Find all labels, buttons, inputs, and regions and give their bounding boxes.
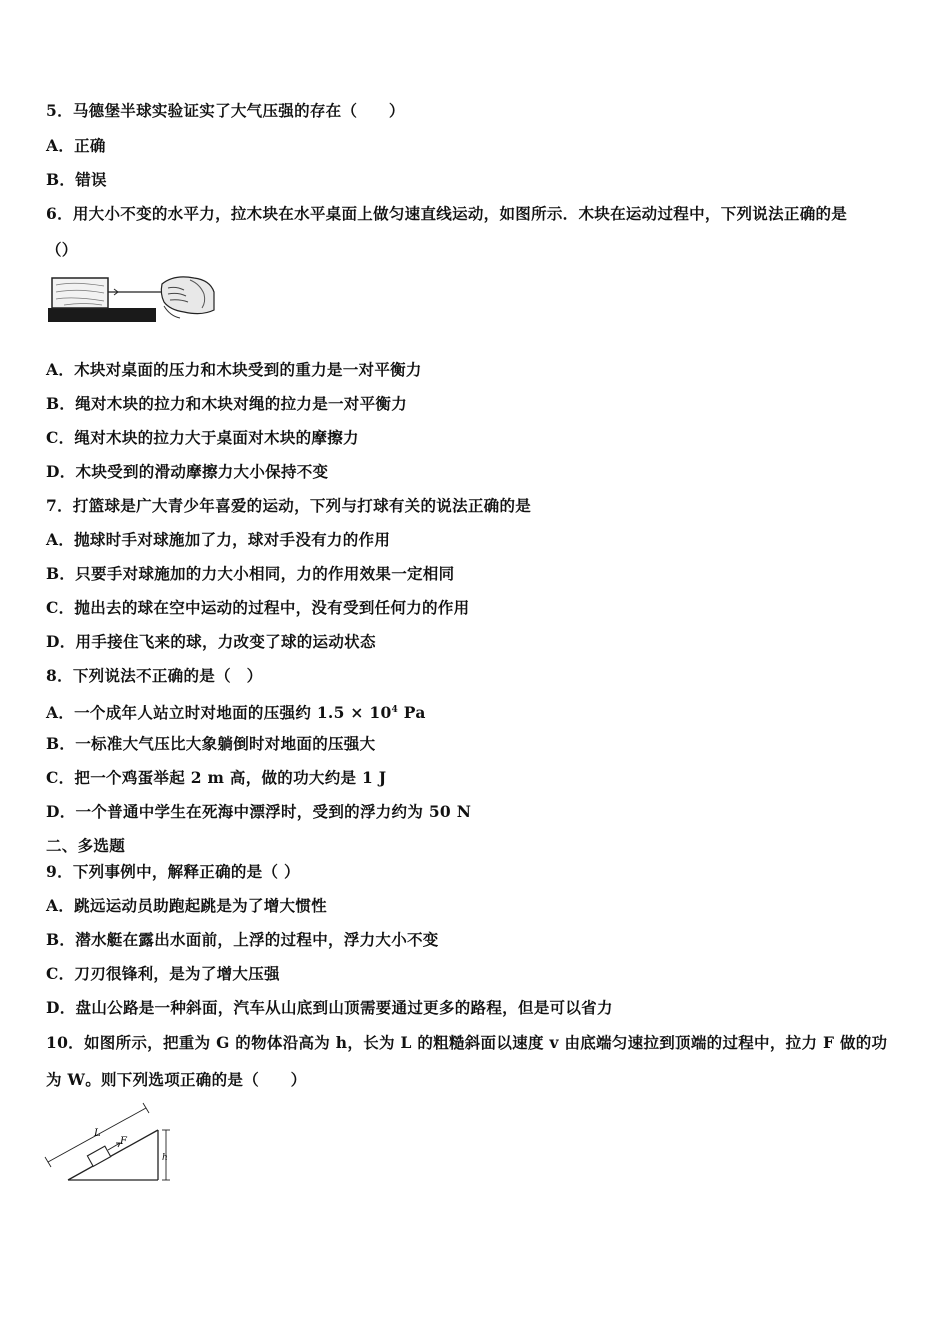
- q8-option-a: [46, 700, 426, 723]
- q9-option-b: B．潜水艇在露出水面前，上浮的过程中，浮力大小不变: [46, 930, 439, 949]
- hand-icon: [161, 277, 214, 318]
- q6-option-d: D．木块受到的滑动摩擦力大小保持不变: [46, 462, 329, 481]
- block-on-incline: [87, 1146, 110, 1166]
- q8-option-a-exponent: 4: [391, 705, 399, 715]
- q6-option-b: B．绳对木块的拉力和木块对绳的拉力是一对平衡力: [46, 394, 408, 413]
- q7-option-c: C．抛出去的球在空中运动的过程中，没有受到任何力的作用: [46, 598, 470, 617]
- section-multiple-choice-heading: 二、多选题: [46, 836, 126, 855]
- q8-stem: 8．下列说法不正确的是（ ）: [46, 666, 263, 685]
- q9-stem: 9．下列事例中，解释正确的是（ ）: [46, 862, 300, 881]
- incline-slope: [68, 1130, 158, 1180]
- q7-option-b: B．只要手对球施加的力大小相同，力的作用效果一定相同: [46, 564, 455, 583]
- label-F: F: [120, 1136, 127, 1147]
- q5-option-b: B．错误: [46, 170, 107, 189]
- q6-option-a: A．木块对桌面的压力和木块受到的重力是一对平衡力: [46, 360, 422, 379]
- q7-stem: 7．打篮球是广大青少年喜爱的运动，下列与打球有关的说法正确的是: [46, 496, 532, 515]
- q7-option-d: D．用手接住飞来的球，力改变了球的运动状态: [46, 632, 376, 651]
- q9-option-a: A．跳远运动员助跑起跳是为了增大惯性: [46, 896, 327, 915]
- q9-option-d: D．盘山公路是一种斜面，汽车从山底到山顶需要通过更多的路程，但是可以省力: [46, 998, 613, 1017]
- q7-option-a: A．抛球时手对球施加了力，球对手没有力的作用: [46, 530, 391, 549]
- label-L: L: [94, 1128, 101, 1139]
- q8-option-b: B．一标准大气压比大象躺倒时对地面的压强大: [46, 734, 376, 753]
- figure-inclined-plane: [40, 1100, 180, 1186]
- q6-option-c: C．绳对木块的拉力大于桌面对木块的摩擦力: [46, 428, 359, 447]
- q10-stem-line2: 为 W。则下列选项正确的是（ ）: [46, 1070, 307, 1089]
- q6-stem-line2: （）: [46, 240, 78, 259]
- q5-stem: 5．马德堡半球实验证实了大气压强的存在（ ）: [46, 101, 405, 120]
- q9-option-c: C．刀刃很锋利，是为了增大压强: [46, 964, 280, 983]
- q6-stem-line1: 6．用大小不变的水平力，拉木块在水平桌面上做匀速直线运动，如图所示．木块在运动过程中，下列说法正确的是: [46, 204, 848, 223]
- q8-option-a-unit: Pa: [398, 703, 426, 723]
- label-h: h: [162, 1153, 168, 1163]
- figure-block-pulled-by-hand: [44, 272, 216, 324]
- table-surface: [48, 308, 156, 322]
- q10-stem-line1: 10．如图所示，把重为 G 的物体沿高为 h，长为 L 的粗糙斜面以速度 v 由底端匀速拉到顶端的过程中，拉力 F 做的功: [46, 1033, 888, 1052]
- q5-option-a: A．正确: [46, 136, 106, 155]
- q8-option-d: D．一个普通中学生在死海中漂浮时，受到的浮力约为 50 N: [46, 802, 472, 821]
- q8-option-a-text: A．一个成年人站立时对地面的压强约 1.5 × 10: [46, 703, 392, 723]
- q8-option-c: C．把一个鸡蛋举起 2 m 高，做的功大约是 1 J: [46, 768, 387, 787]
